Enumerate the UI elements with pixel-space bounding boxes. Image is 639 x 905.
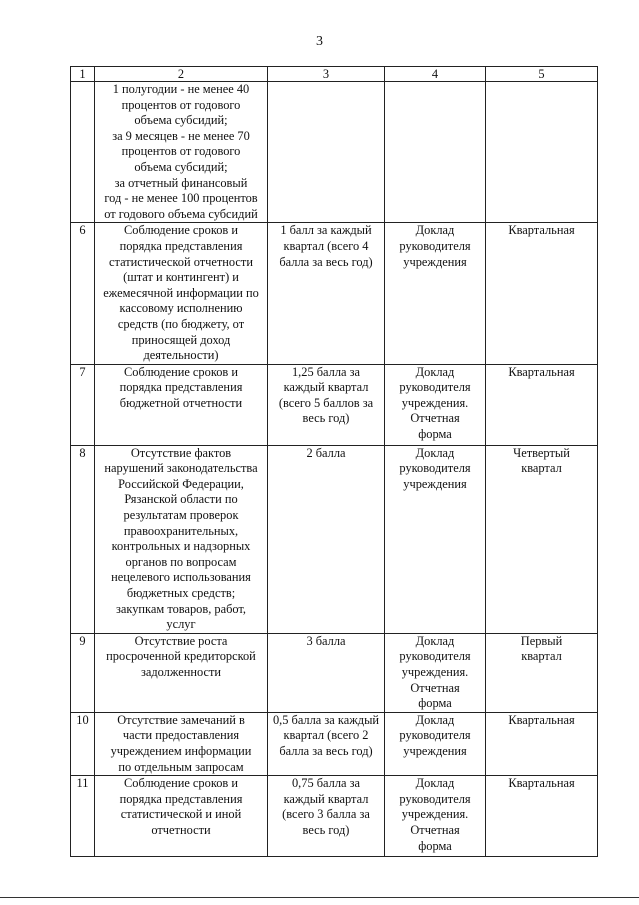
source-cell: Доклад руководителя учреждения. Отчетная форма	[385, 364, 486, 445]
score-cell: 1 балл за каждый квартал (всего 4 балла за весь год)	[268, 223, 385, 364]
table-row	[71, 776, 598, 857]
period-cell: Квартальная	[486, 712, 598, 775]
row-number-cell: 8	[71, 445, 95, 633]
table-row	[71, 364, 598, 445]
score-cell: 0,5 балла за каждый квартал (всего 2 балла за весь год)	[268, 712, 385, 775]
column-header-1: 1	[71, 67, 95, 82]
period-cell: Квартальная	[486, 364, 598, 445]
criterion-cell: Соблюдение сроков и порядка представления статистической и иной отчетности	[95, 776, 268, 857]
source-cell: Доклад руководителя учреждения	[385, 445, 486, 633]
period-cell: Первый квартал	[486, 633, 598, 712]
criterion-cell: Отсутствие замечаний в части предоставления учреждением информации по отдельным запросам	[95, 712, 268, 775]
criteria-table	[70, 66, 598, 857]
score-cell: 0,75 балла за каждый квартал (всего 3 балла за весь год)	[268, 776, 385, 857]
score-cell: 3 балла	[268, 633, 385, 712]
period-cell: Квартальная	[486, 223, 598, 364]
row-number-cell: 9	[71, 633, 95, 712]
column-header-5: 5	[486, 67, 598, 82]
criterion-cell: 1 полугодии - не менее 40 процентов от годового объема субсидий; за 9 месяцев - не менее 70 процентов от годового объема субсидий; за отчетный финансовый год - не менее 100 процентов от годового объема субсидий	[95, 82, 268, 223]
source-cell: Доклад руководителя учреждения. Отчетная форма	[385, 633, 486, 712]
score-cell: 2 балла	[268, 445, 385, 633]
row-number-cell	[71, 82, 95, 223]
table-row	[71, 223, 598, 364]
score-cell	[268, 82, 385, 223]
row-number-cell: 10	[71, 712, 95, 775]
table-row	[71, 633, 598, 712]
row-number-cell: 7	[71, 364, 95, 445]
page-bottom-divider	[0, 897, 639, 898]
criterion-cell: Соблюдение сроков и порядка представления статистической отчетности (штат и контингент) и ежемесячной информации по кассовому исполнению средств (по бюджету, от приносящей доход деятельности)	[95, 223, 268, 364]
criterion-cell: Соблюдение сроков и порядка представления бюджетной отчетности	[95, 364, 268, 445]
criterion-cell: Отсутствие фактов нарушений законодательства Российской Федерации, Рязанской области по результатам проверок правоохранительных, контрольных и надзорных органов по вопросам нецелевого использования бюджетных средств; закупкам товаров, работ, услуг	[95, 445, 268, 633]
table-row	[71, 82, 598, 223]
table-row	[71, 445, 598, 633]
column-header-4: 4	[385, 67, 486, 82]
criterion-cell: Отсутствие роста просроченной кредиторской задолженности	[95, 633, 268, 712]
period-cell: Квартальная	[486, 776, 598, 857]
column-header-2: 2	[95, 67, 268, 82]
table-header-row	[71, 67, 598, 82]
period-cell: Четвертый квартал	[486, 445, 598, 633]
source-cell: Доклад руководителя учреждения. Отчетная форма	[385, 776, 486, 857]
source-cell: Доклад руководителя учреждения	[385, 223, 486, 364]
score-cell: 1,25 балла за каждый квартал (всего 5 баллов за весь год)	[268, 364, 385, 445]
row-number-cell: 6	[71, 223, 95, 364]
table-row	[71, 712, 598, 775]
column-header-3: 3	[268, 67, 385, 82]
page-number: 3	[316, 34, 323, 49]
row-number-cell: 11	[71, 776, 95, 857]
period-cell	[486, 82, 598, 223]
source-cell: Доклад руководителя учреждения	[385, 712, 486, 775]
source-cell	[385, 82, 486, 223]
